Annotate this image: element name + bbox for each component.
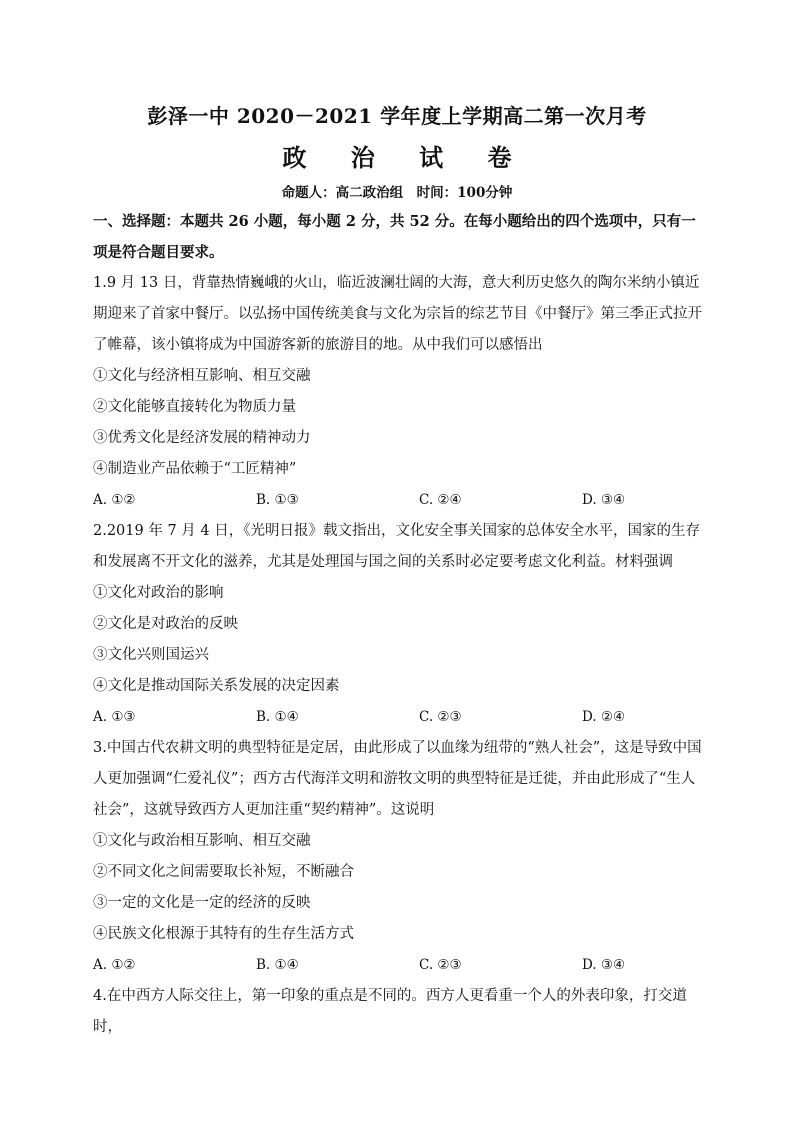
statement-option: ④民族文化根源于其特有的生存生活方式: [93, 926, 354, 942]
choice-b: B. ①④: [256, 957, 299, 973]
choice-d: D. ③④: [582, 492, 626, 508]
statement-option: ④制造业产品依赖于“工匠精神”: [93, 461, 297, 477]
question-4: [93, 981, 703, 1043]
choice-d: D. ③④: [582, 957, 626, 973]
question-stem: 1.9 月 13 日，背靠热情巍峨的火山，临近波澜壮阔的大海，意大利历史悠久的陶尔米纳小镇近期迎来了首家中餐厅。以弘扬中国传统美食与文化为宗旨的综艺节目《中餐厅》第三季正式拉开了帷幕，该小镇将成为中国游客新的旅游目的地。从中我们可以感悟出: [93, 275, 702, 353]
question-2: [93, 516, 703, 733]
question-stem: 2.2019 年 7 月 4 日，《光明日报》载文指出，文化安全事关国家的总体安全水平，国家的生存和发展离不开文化的滋养，尤其是处理国与国之间的关系时必定要考虑文化利益。材料强调: [93, 523, 700, 570]
answer-choices: [93, 702, 703, 733]
answer-choices: [93, 485, 703, 516]
statement-option: ①文化对政治的影响: [93, 585, 224, 601]
question-stem: 3.中国古代农耕文明的典型特征是定居，由此形成了以血缘为纽带的“熟人社会”，这是导致中国人更加强调“仁爱礼仪”；西方古代海洋文明和游牧文明的典型特征是迁徙，并由此形成了“生人社会”，这就导致西方人更加注重“契约精神”。这说明: [93, 740, 702, 818]
statement-option: ③文化兴则国运兴: [93, 647, 209, 663]
question-stem: 4.在中西方人际交往上，第一印象的重点是不同的。西方人更看重一个人的外表印象，打交道时，: [93, 988, 687, 1035]
exam-title: 彭泽一中 2020－2021 学年度上学期高二第一次月考: [147, 104, 647, 128]
author-line: 命题人：高二政治组 时间：100分钟: [281, 185, 513, 201]
statement-option: ②不同文化之间需要取长补短，不断融合: [93, 864, 354, 880]
choice-d: D. ②④: [582, 709, 626, 725]
choice-c: C. ②③: [419, 957, 462, 973]
exam-subtitle: 政 治 试 卷: [282, 143, 530, 172]
choice-a: A. ①③: [93, 709, 136, 725]
statement-option: ③一定的文化是一定的经济的反映: [93, 895, 311, 911]
choice-c: C. ②③: [419, 709, 462, 725]
answer-choices: [93, 950, 703, 981]
question-3: [93, 733, 703, 981]
statement-option: ②文化能够直接转化为物质力量: [93, 399, 296, 415]
statement-option: ①文化与政治相互影响、相互交融: [93, 833, 311, 849]
choice-a: A. ①②: [93, 492, 136, 508]
choice-b: B. ①③: [256, 492, 299, 508]
statement-option: ③优秀文化是经济发展的精神动力: [93, 430, 311, 446]
choice-a: A. ①②: [93, 957, 136, 973]
question-1: [93, 268, 703, 516]
choice-c: C. ②④: [419, 492, 462, 508]
choice-b: B. ①④: [256, 709, 299, 725]
statement-option: ②文化是对政治的反映: [93, 616, 238, 632]
statement-option: ④文化是推动国际关系发展的决定因素: [93, 678, 340, 694]
exam-content: [93, 206, 703, 1043]
statement-option: ①文化与经济相互影响、相互交融: [93, 368, 311, 384]
section-heading: 一、选择题：本题共 26 小题，每小题 2 分，共 52 分。在每小题给出的四个选项中，只有一项是符合题目要求。: [93, 213, 696, 261]
